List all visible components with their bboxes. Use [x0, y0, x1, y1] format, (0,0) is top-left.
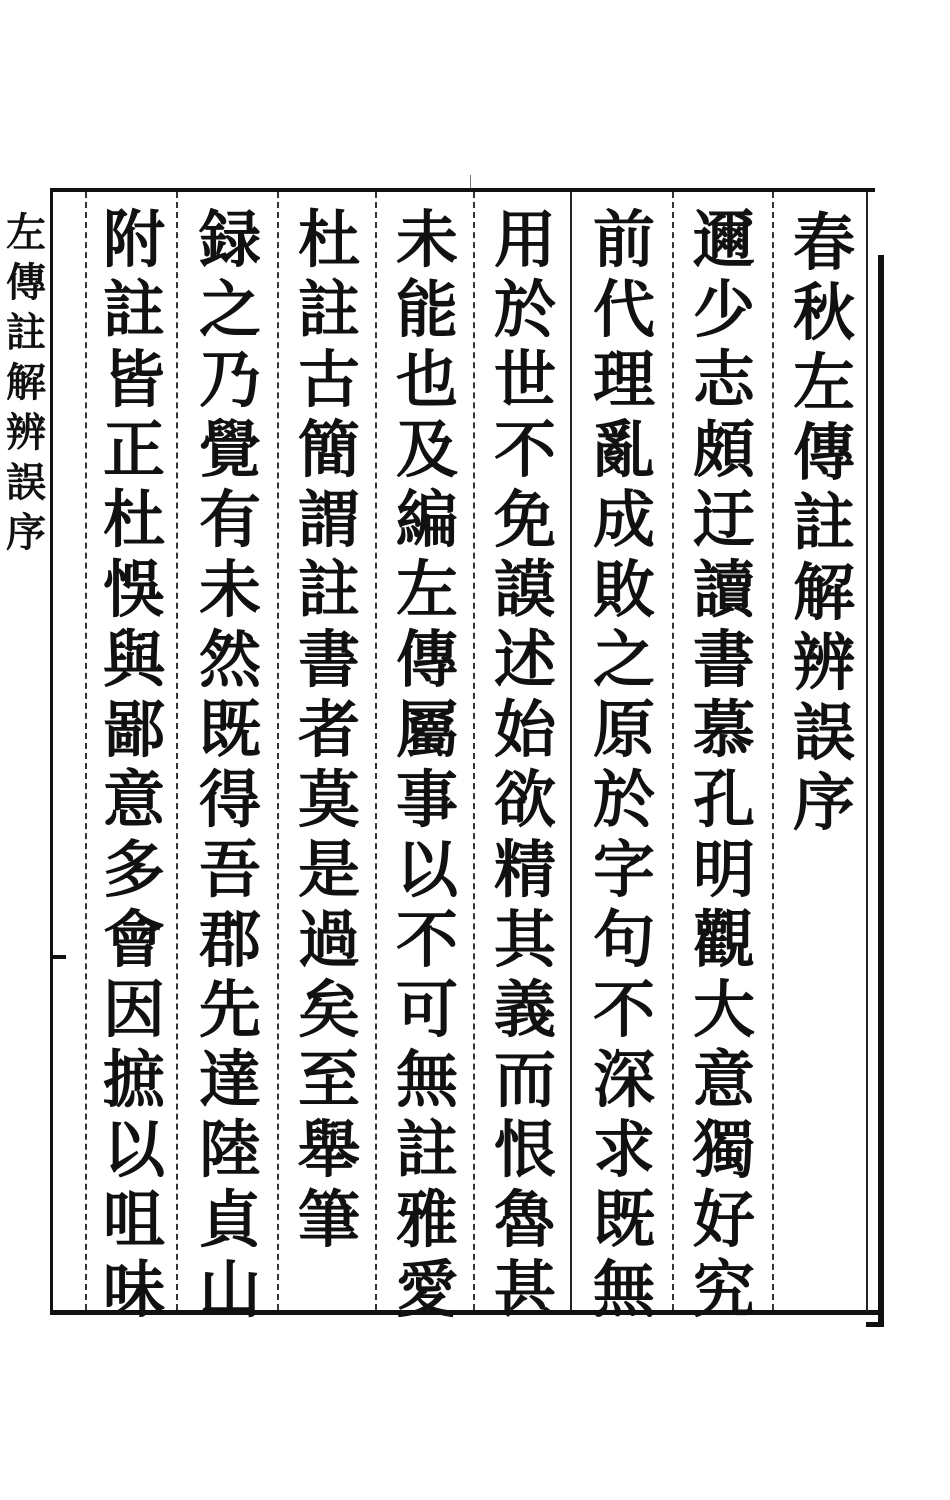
column-character: 序 [792, 766, 855, 839]
column-character: 深 [592, 1043, 655, 1116]
frame-bottom-extension [866, 1322, 884, 1327]
column-character: 甚 [493, 1253, 556, 1326]
column-character: 覺 [198, 413, 261, 486]
column-character: 簡 [297, 413, 360, 486]
column-character: 理 [592, 343, 655, 416]
column-character: 不 [493, 413, 556, 486]
column-character: 謨 [493, 553, 556, 626]
column-character: 述 [493, 623, 556, 696]
column-character: 恨 [493, 1113, 556, 1186]
column-character: 舉 [297, 1113, 360, 1186]
column-character: 無 [395, 1043, 458, 1116]
column-character: 之 [592, 623, 655, 696]
column-rule [176, 192, 178, 1310]
column-character: 既 [592, 1183, 655, 1256]
column-character: 愛 [395, 1253, 458, 1326]
column-character: 有 [198, 483, 261, 556]
frame-right-inner-border [866, 192, 868, 1312]
column-character: 筆 [297, 1183, 360, 1256]
column-character: 因 [102, 973, 165, 1046]
column-character: 註 [102, 273, 165, 346]
column-character: 杜 [102, 483, 165, 556]
column-rule [672, 192, 674, 1310]
column-character: 明 [692, 833, 755, 906]
column-character: 乃 [198, 343, 261, 416]
column-character: 多 [102, 833, 165, 906]
text-column [485, 205, 565, 1325]
column-character: 可 [395, 973, 458, 1046]
column-character: 句 [592, 903, 655, 976]
column-character: 傳 [395, 623, 458, 696]
column-character: 代 [592, 273, 655, 346]
column-character: 誤 [792, 696, 855, 769]
column-character: 誤 [6, 459, 46, 506]
column-character: 矣 [297, 973, 360, 1046]
column-rule [85, 192, 87, 1310]
column-character: 求 [592, 1113, 655, 1186]
column-character: 免 [493, 483, 556, 556]
column-rule [473, 192, 475, 1310]
column-rule [375, 192, 377, 1310]
column-character: 序 [6, 509, 46, 556]
column-character: 與 [102, 623, 165, 696]
column-character: 書 [297, 623, 360, 696]
column-character: 得 [198, 763, 261, 836]
column-character: 以 [102, 1113, 165, 1186]
column-character: 是 [297, 833, 360, 906]
column-character: 左 [6, 209, 46, 256]
frame-top-border [50, 188, 875, 192]
column-character: 未 [198, 553, 261, 626]
column-character: 於 [493, 273, 556, 346]
column-character: 之 [198, 273, 261, 346]
column-character: 吾 [198, 833, 261, 906]
column-character: 志 [692, 343, 755, 416]
column-character: 左 [395, 553, 458, 626]
column-character: 世 [493, 343, 556, 416]
column-character: 註 [297, 553, 360, 626]
column-character: 皆 [102, 343, 165, 416]
column-character: 辨 [792, 626, 855, 699]
column-character: 慕 [692, 693, 755, 766]
column-character: 前 [592, 203, 655, 276]
column-character: 少 [692, 273, 755, 346]
column-character: 讀 [692, 553, 755, 626]
column-character: 獨 [692, 1113, 755, 1186]
column-character: 山 [198, 1253, 261, 1326]
text-column [584, 205, 664, 1325]
column-character: 大 [692, 973, 755, 1046]
text-column [387, 205, 467, 1325]
column-character: 莫 [297, 763, 360, 836]
column-character: 及 [395, 413, 458, 486]
column-character: 事 [395, 763, 458, 836]
column-character: 而 [493, 1043, 556, 1116]
frame-left-border [50, 188, 53, 1315]
column-character: 然 [198, 623, 261, 696]
column-character: 先 [198, 973, 261, 1046]
column-character: 過 [297, 903, 360, 976]
column-character: 書 [692, 623, 755, 696]
column-character: 敗 [592, 553, 655, 626]
column-character: 貞 [198, 1183, 261, 1256]
column-character: 究 [692, 1253, 755, 1326]
frame-right-outer-border [878, 255, 884, 1327]
column-character: 註 [395, 1113, 458, 1186]
column-character: 頗 [692, 413, 755, 486]
column-character: 孔 [692, 763, 755, 836]
column-character: 悞 [102, 553, 165, 626]
column-character: 屬 [395, 693, 458, 766]
column-character: 雅 [395, 1183, 458, 1256]
column-character: 能 [395, 273, 458, 346]
column-character: 傳 [6, 259, 46, 306]
text-column [289, 205, 369, 1255]
column-character: 摭 [102, 1043, 165, 1116]
column-character: 解 [792, 556, 855, 629]
column-character: 達 [198, 1043, 261, 1116]
column-character: 意 [102, 763, 165, 836]
column-character: 其 [493, 903, 556, 976]
column-character: 陸 [198, 1113, 261, 1186]
column-character: 味 [102, 1253, 165, 1326]
column-character: 註 [792, 486, 855, 559]
column-character: 咀 [102, 1183, 165, 1256]
text-column [190, 205, 270, 1325]
column-character: 正 [102, 413, 165, 486]
column-rule [772, 192, 774, 1310]
column-character: 魯 [493, 1183, 556, 1256]
column-character: 春 [792, 206, 855, 279]
column-character: 不 [395, 903, 458, 976]
column-character: 精 [493, 833, 556, 906]
column-character: 編 [395, 483, 458, 556]
column-character: 辨 [6, 409, 46, 456]
column-character: 者 [297, 693, 360, 766]
column-character: 鄙 [102, 693, 165, 766]
column-character: 不 [592, 973, 655, 1046]
text-column [684, 205, 764, 1325]
column-rule [570, 192, 572, 1310]
column-character: 也 [395, 343, 458, 416]
column-character: 原 [592, 693, 655, 766]
column-character: 未 [395, 203, 458, 276]
column-character: 杜 [297, 203, 360, 276]
column-character: 無 [592, 1253, 655, 1326]
column-character: 秋 [792, 276, 855, 349]
column-character: 郡 [198, 903, 261, 976]
column-character: 欲 [493, 763, 556, 836]
column-character: 好 [692, 1183, 755, 1256]
text-column-title [784, 208, 864, 838]
column-character: 左 [792, 346, 855, 419]
column-character: 亂 [592, 413, 655, 486]
column-character: 迂 [692, 483, 755, 556]
column-rule [277, 192, 279, 1310]
column-character: 觀 [692, 903, 755, 976]
column-character: 録 [198, 203, 261, 276]
column-character: 既 [198, 693, 261, 766]
column-character: 會 [102, 903, 165, 976]
text-column [94, 205, 174, 1325]
column-character: 古 [297, 343, 360, 416]
paper-speck [470, 175, 471, 189]
margin-mark [52, 955, 66, 959]
column-character: 註 [6, 309, 46, 356]
column-character: 用 [493, 203, 556, 276]
column-character: 謂 [297, 483, 360, 556]
column-character: 至 [297, 1043, 360, 1116]
margin-title [4, 208, 48, 558]
column-character: 邇 [692, 203, 755, 276]
column-character: 成 [592, 483, 655, 556]
column-character: 義 [493, 973, 556, 1046]
column-character: 傳 [792, 416, 855, 489]
column-character: 以 [395, 833, 458, 906]
column-character: 註 [297, 273, 360, 346]
column-character: 字 [592, 833, 655, 906]
column-character: 意 [692, 1043, 755, 1116]
column-character: 附 [102, 203, 165, 276]
column-character: 始 [493, 693, 556, 766]
column-character: 於 [592, 763, 655, 836]
column-character: 解 [6, 359, 46, 406]
